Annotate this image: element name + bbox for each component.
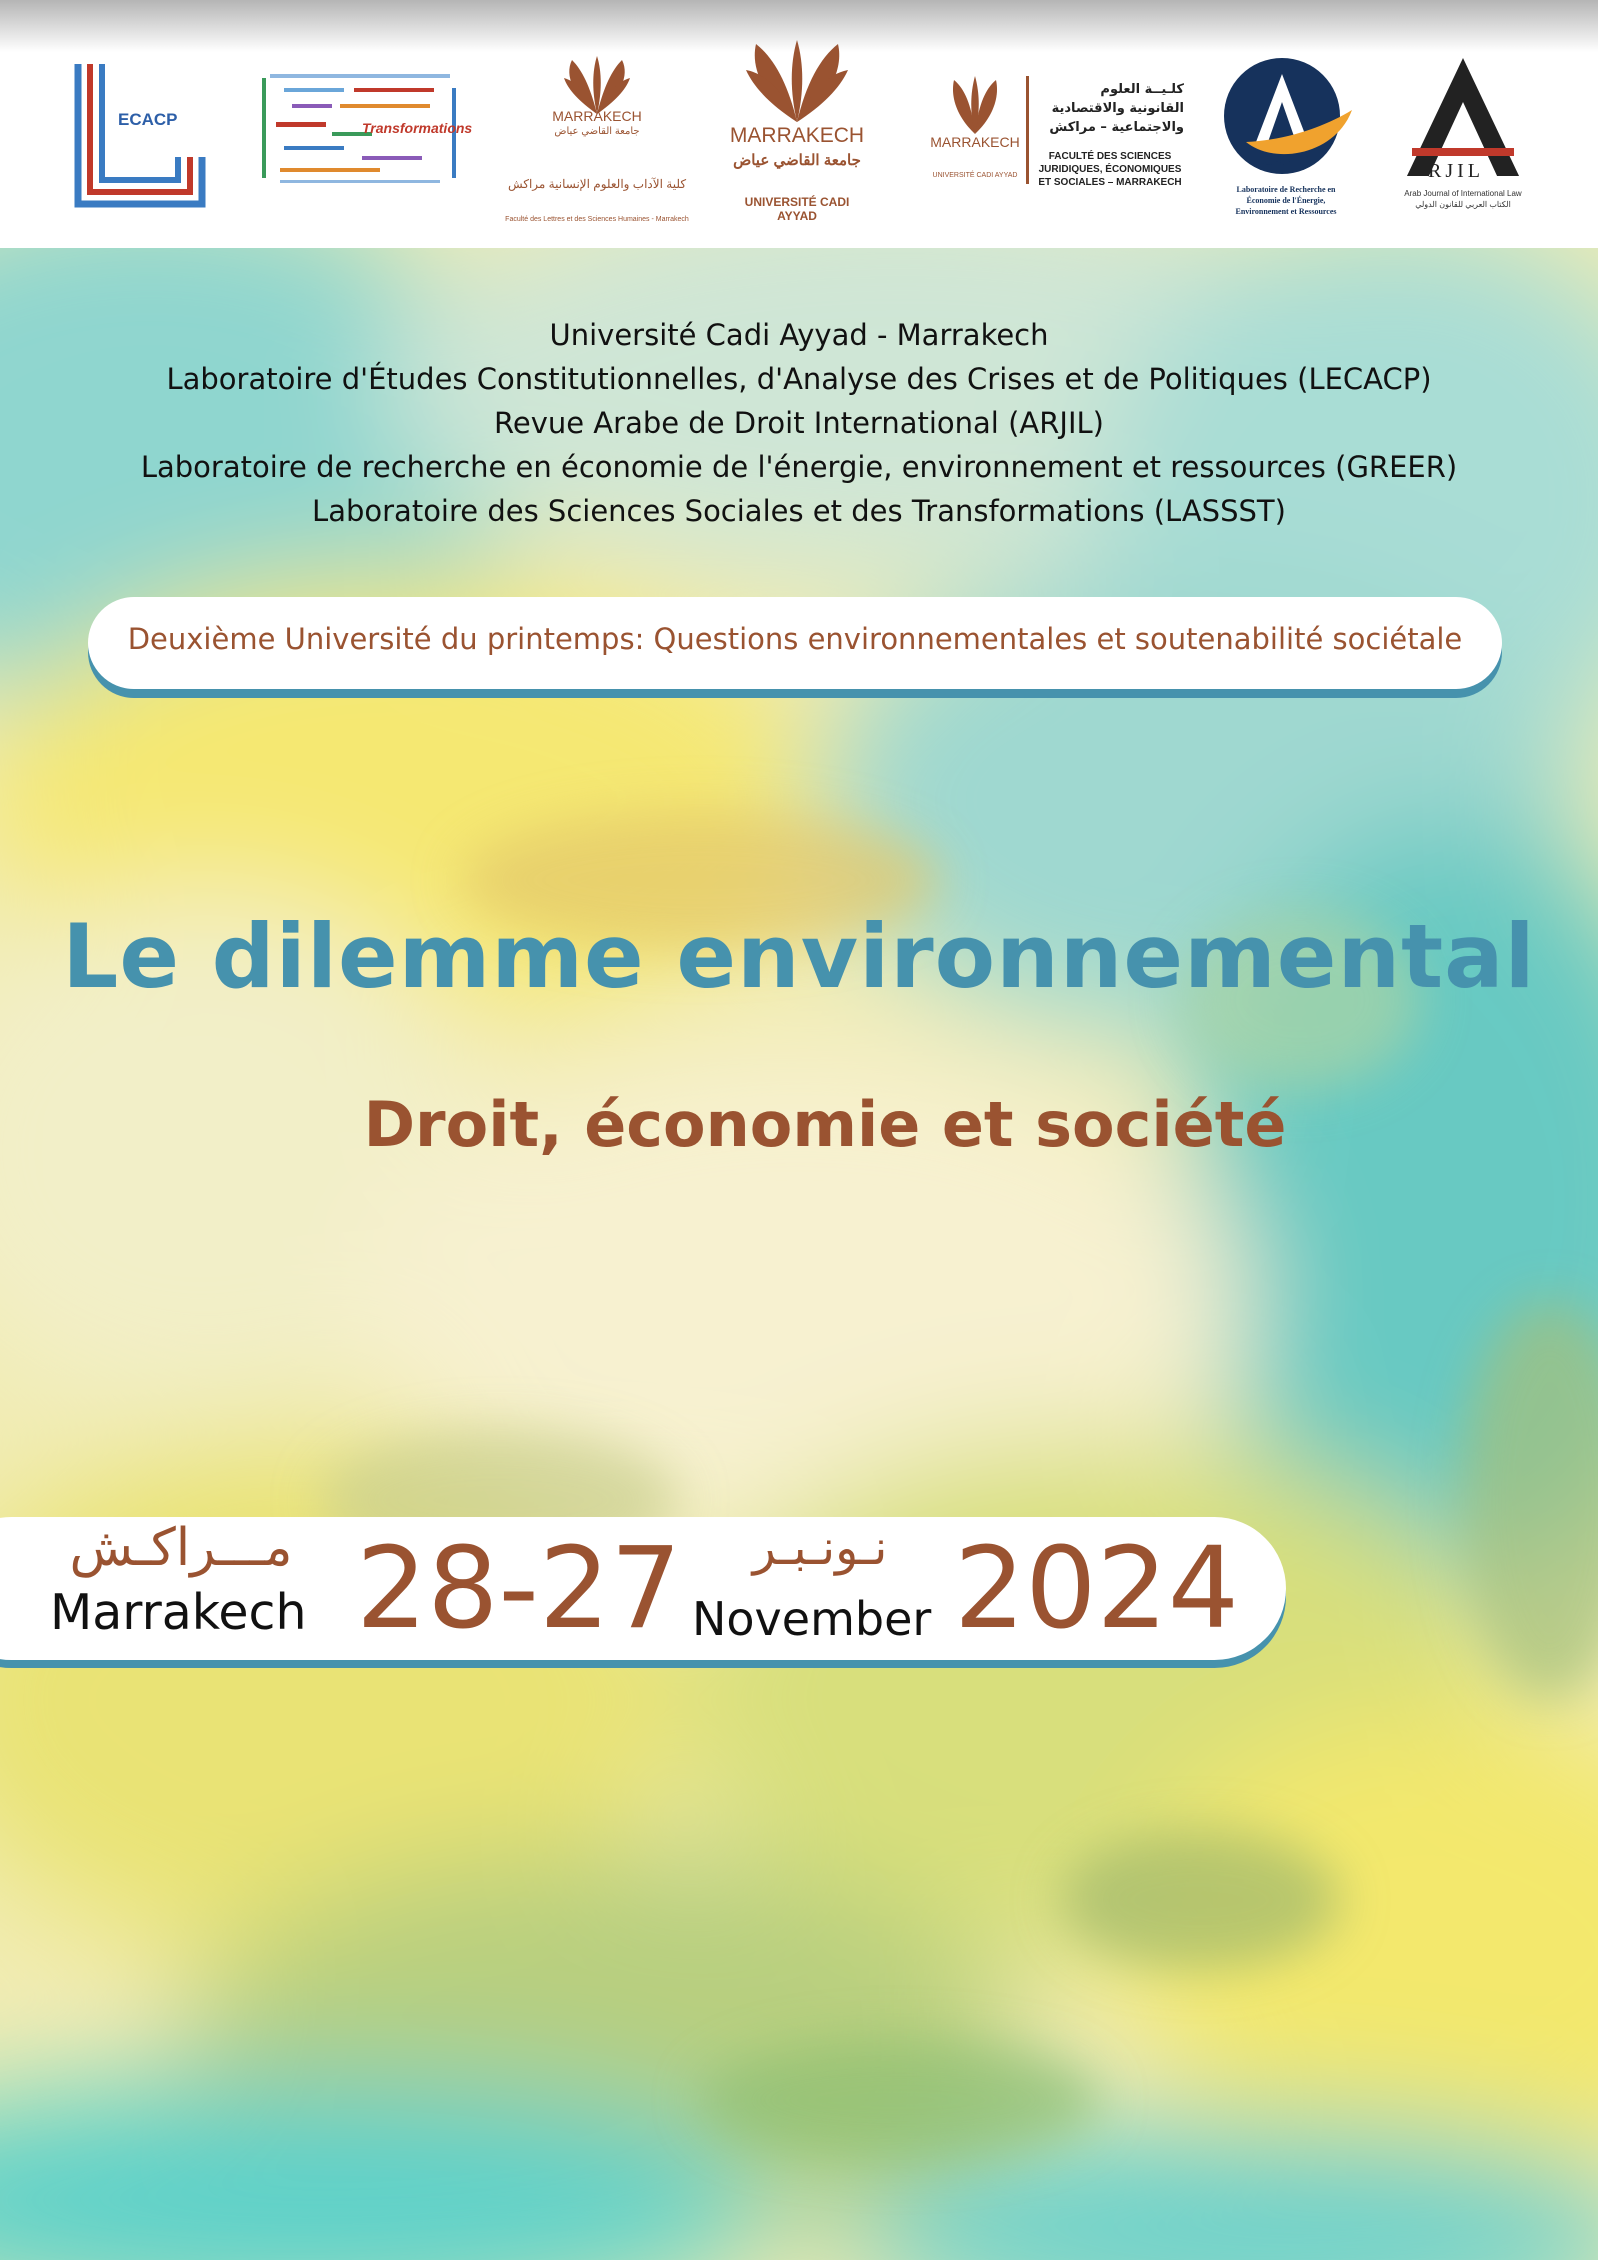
lassst-label: Transformations [362, 120, 473, 136]
month-arabic: نـونـبـر [752, 1520, 888, 1576]
event-banner [88, 597, 1502, 689]
fsjes-french [1030, 150, 1190, 189]
month-name: November [692, 1592, 932, 1646]
uca-latin: MARRAKECH [729, 124, 865, 147]
arjil-mark-icon [1398, 56, 1528, 176]
organizer-line: Laboratoire d'Études Constitutionnelles, d'Analyse des Crises et de Politiques (LECACP) [166, 362, 1432, 396]
organizers-list [0, 313, 1598, 533]
arjil-logo [1398, 56, 1528, 216]
event-banner-text: Deuxième Université du printemps: Questions environnementales et soutenabilité sociétale [127, 622, 1463, 656]
greer-caption-line: Environnement et Ressources [1235, 207, 1337, 216]
greer-caption-line: Laboratoire de Recherche en [1236, 185, 1336, 194]
uca-arabic: جامعة القاضي عياض [733, 152, 861, 169]
organizer-line: Laboratoire de recherche en économie de l'énergie, environnement et ressources (GREER) [140, 450, 1458, 484]
flsh-arabic: جامعة القاضي عياض [554, 126, 640, 137]
event-days: 28-27 [356, 1524, 682, 1654]
lassst-logo [262, 68, 473, 190]
fsjes-logo [930, 76, 1190, 196]
fsjes-arabic-line: القانونية والاقتصادية [1051, 101, 1184, 116]
lecacp-logo [74, 62, 206, 208]
palm-emblem-icon [494, 56, 700, 116]
palm-emblem-icon [726, 40, 868, 124]
fsjes-arabic-line: والاجتماعية – مراكش [1049, 120, 1184, 135]
uca-logo [726, 40, 868, 223]
palm-emblem-icon [930, 76, 1020, 136]
flsh-marrakech-logo [494, 56, 700, 230]
arjil-caption-line: الكتاب العربي للقانون الدولي [1415, 200, 1511, 209]
organizer-line: Laboratoire des Sciences Sociales et des Transformations (LASSST) [312, 494, 1286, 528]
fsjes-divider [1026, 76, 1029, 184]
logo-header [0, 0, 1598, 248]
fsjes-french-line: JURIDIQUES, ÉCONOMIQUES [1038, 164, 1182, 175]
fsjes-french-line: ET SOCIALES – MARRAKECH [1038, 177, 1182, 188]
organizer-line: Revue Arabe de Droit International (ARJIL) [494, 406, 1104, 440]
flsh-latin: MARRAKECH [552, 108, 642, 124]
event-year: 2024 [954, 1524, 1240, 1654]
fsjes-latin: MARRAKECH [930, 134, 1020, 150]
fsjes-arabic-line: كلـيــة العلوم [1100, 82, 1184, 97]
flsh-caption-fr: Faculté des Lettres et des Sciences Humaines - Marrakech [505, 216, 689, 223]
fsjes-arabic [1034, 80, 1184, 137]
fsjes-french-line: FACULTÉ DES SCIENCES [1048, 151, 1172, 162]
greer-caption [1216, 184, 1356, 217]
flsh-caption-ar: كلية الآداب والعلوم الإنسانية مراكش [507, 177, 687, 191]
fsjes-caption: UNIVERSITÉ CADI AYYAD [932, 172, 1018, 179]
city-name: Marrakech [50, 1584, 307, 1641]
arjil-caption-line: Arab Journal of International Law [1404, 189, 1522, 198]
greer-logo [1216, 56, 1356, 222]
greer-caption-line: Économie de l'Énergie, [1246, 196, 1326, 205]
subtitle: Droit, économie et société [363, 1088, 1287, 1161]
organizer-line: Université Cadi Ayyad - Marrakech [549, 318, 1049, 352]
arjil-label: RJIL [1428, 160, 1484, 182]
arjil-caption [1388, 188, 1538, 210]
lecacp-label: ECACP [118, 110, 178, 129]
city-arabic: مـــراكـش [69, 1518, 293, 1578]
lecacp-mark-icon [74, 62, 206, 208]
uca-caption: UNIVERSITÉ CADI AYYAD [744, 195, 850, 223]
greer-label: GREER [1262, 154, 1312, 169]
main-title: Le dilemme environnemental [62, 905, 1536, 1008]
